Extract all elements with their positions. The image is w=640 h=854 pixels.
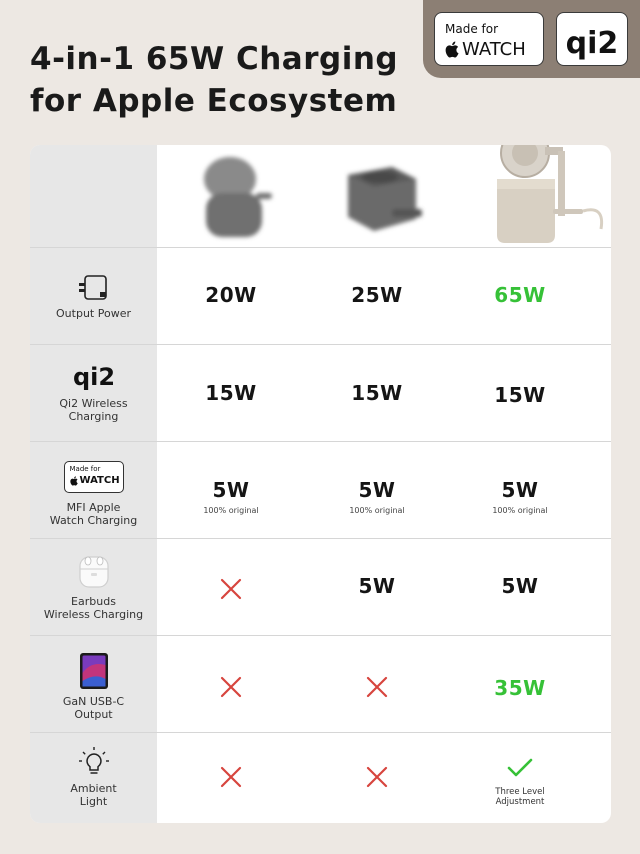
row-divider: [30, 441, 611, 442]
feature-gan-usb-c-output: [30, 651, 157, 721]
cross-icon: [365, 675, 389, 699]
cell-r1-c1: [158, 283, 304, 307]
feature-ambient-light: [30, 746, 157, 808]
cross-icon: [365, 765, 389, 789]
cell-value: 15W: [494, 383, 546, 407]
title-line-1: 4-in-1 65W Charging: [30, 41, 399, 77]
cell-r6-c2: [304, 765, 450, 793]
title-line-2: for Apple Ecosystem: [30, 83, 398, 119]
feature-label-line-2: Wireless Charging: [43, 608, 144, 621]
cell-value: 25W: [351, 283, 403, 307]
lightbulb-icon: [77, 746, 111, 778]
blurred-charger-a-image: [190, 153, 300, 245]
cell-r2-c2: [304, 381, 450, 405]
qi2-badge: [556, 12, 628, 66]
made-for-watch-badge: [434, 12, 544, 66]
earbuds-case-icon: [74, 551, 114, 591]
cross-icon: [219, 765, 243, 789]
cell-r1-c3: [447, 283, 593, 307]
feature-earbuds-wireless-charging: [30, 551, 157, 621]
cell-r1-c2: [304, 283, 450, 307]
feature-label-line-1: Ambient: [70, 782, 117, 795]
cell-note: 100% original: [492, 506, 548, 515]
cell-r4-c1: [158, 577, 304, 605]
cell-r3-c1: [158, 478, 304, 515]
mini-badge-bottom: [70, 475, 120, 486]
apple-logo-icon: [70, 476, 78, 486]
cell-value: 5W: [358, 478, 396, 502]
cell-value: 20W: [205, 283, 257, 307]
feature-mfi-apple-watch-charging: [30, 461, 157, 527]
cell-note-line-1: Three Level: [495, 787, 545, 797]
badge-watch-bottom-text: WATCH: [462, 39, 526, 60]
cell-value: 15W: [351, 381, 403, 405]
cell-value: 15W: [205, 381, 257, 405]
cross-icon: [219, 577, 243, 601]
badge-watch-bottom: [445, 39, 526, 60]
row-divider: [30, 247, 611, 248]
made-for-watch-badge-icon: [64, 461, 124, 493]
feature-label-line-1: MFI Apple: [66, 501, 121, 514]
cell-note: 100% original: [349, 506, 405, 515]
charging-lamp-product-image: [475, 145, 610, 247]
cell-value: 5W: [501, 478, 539, 502]
feature-label-line-2: Watch Charging: [49, 514, 138, 527]
cell-value-highlight: 35W: [494, 676, 546, 700]
comparison-table: [30, 145, 611, 823]
feature-label: Output Power: [56, 307, 131, 320]
cell-r5-c1: [158, 675, 304, 703]
cell-r3-c3: [447, 478, 593, 515]
cell-r3-c2: [304, 478, 450, 515]
row-divider: [30, 538, 611, 539]
row-divider: [30, 344, 611, 345]
cell-note: 100% original: [203, 506, 259, 515]
qi2-icon-text: qi2: [72, 363, 115, 391]
feature-label-line-2: Charging: [68, 410, 119, 423]
cell-r2-c3: [447, 383, 593, 407]
cell-r5-c2: [304, 675, 450, 703]
feature-output-power: [30, 273, 157, 320]
qi2-badge-text: qi2: [565, 26, 619, 61]
cell-r2-c1: [158, 381, 304, 405]
feature-label-line-1: GaN USB-C: [62, 695, 125, 708]
feature-label-line-2: Light: [79, 795, 108, 808]
cell-value: 5W: [501, 574, 539, 598]
cell-r5-c3: [447, 676, 593, 700]
checkmark-icon: [506, 757, 534, 779]
apple-logo-icon: [445, 41, 459, 58]
cell-r4-c2: [304, 574, 450, 598]
feature-label-line-1: Qi2 Wireless: [59, 397, 128, 410]
feature-label-line-1: Earbuds: [71, 595, 116, 608]
cell-value: 5W: [358, 574, 396, 598]
feature-label-line-2: Output: [74, 708, 113, 721]
mini-badge-bottom-text: WATCH: [79, 475, 120, 486]
power-adapter-icon: [76, 273, 112, 303]
cell-r6-c1: [158, 765, 304, 793]
row-divider: [30, 635, 611, 636]
cell-r6-c3: [447, 757, 593, 807]
cell-r4-c3: [447, 574, 593, 598]
cell-value: 5W: [212, 478, 250, 502]
cell-note-line-2: Adjustment: [495, 797, 545, 807]
cross-icon: [219, 675, 243, 699]
badge-watch-top-text: Made for: [445, 22, 499, 36]
tablet-icon: [77, 651, 111, 691]
row-divider: [30, 732, 611, 733]
mini-badge-top: Made for: [69, 465, 101, 473]
qi2-logo-icon: [66, 359, 122, 393]
cell-value-highlight: 65W: [494, 283, 546, 307]
blurred-charger-b-image: [330, 153, 440, 245]
qi2-logo-icon: [557, 13, 629, 67]
page-title: [30, 38, 398, 122]
feature-qi2-wireless-charging: [30, 359, 157, 423]
